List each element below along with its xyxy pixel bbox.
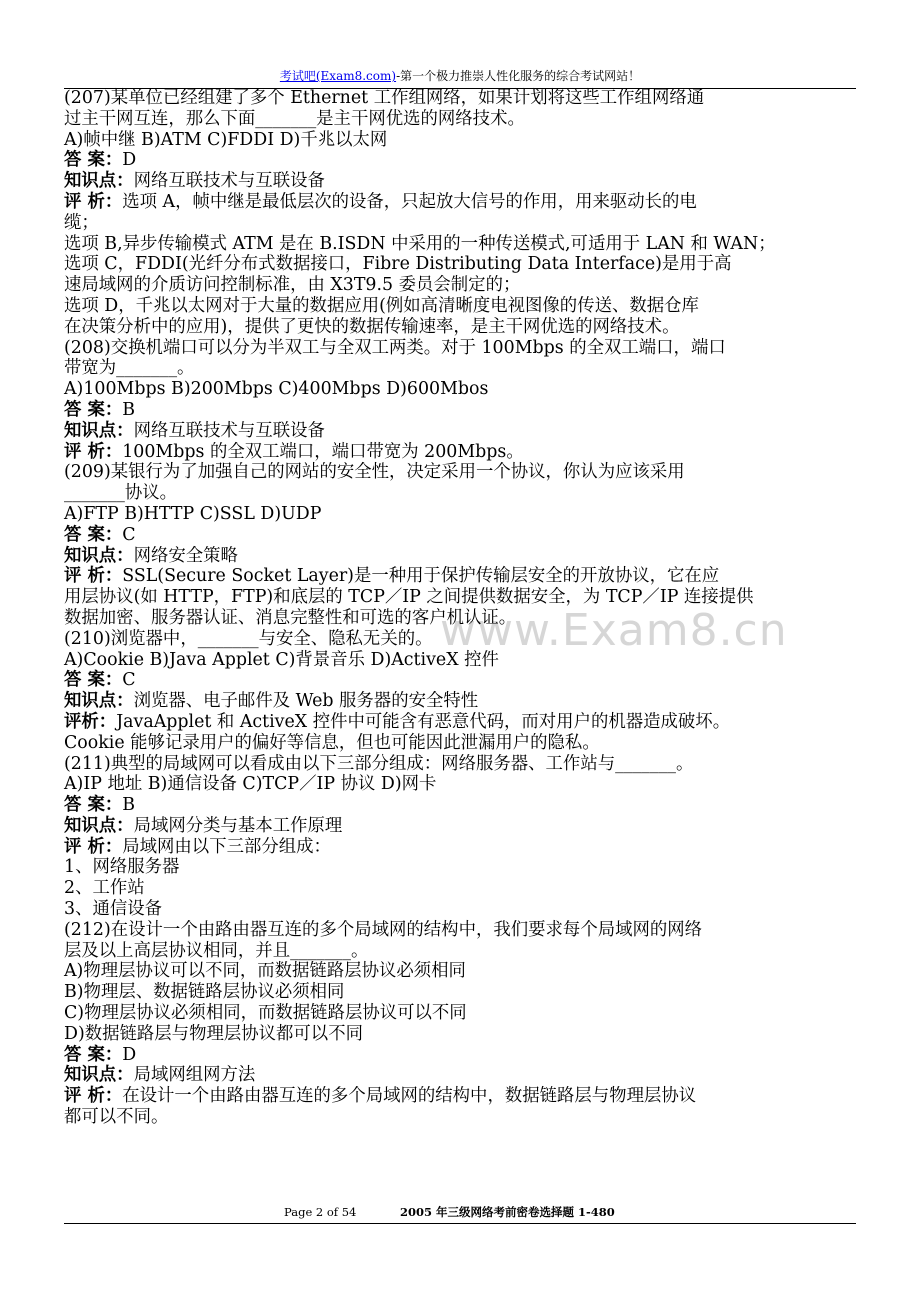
line-text: A)帧中继 B)ATM C)FDDI D)千兆以太网 [64, 129, 388, 150]
text-line [64, 1107, 856, 1128]
field-label: 答 案： [64, 524, 123, 545]
line-text: 选项 D，千兆以太网对于大量的数据应用(例如高清晰度电视图像的传送、数据仓库 [64, 295, 699, 316]
line-text: 浏览器、电子邮件及 Web 服务器的安全特性 [133, 691, 479, 712]
watermark: www.Exam8.cn [440, 605, 788, 656]
line-text: 过主干网互连，那么下面_______是主干网优选的网络技术。 [64, 108, 525, 129]
field-label: 答 案： [64, 795, 123, 816]
text-line [64, 857, 856, 878]
line-text: 网络互联技术与互联设备 [133, 420, 325, 441]
line-text: A)Cookie B)Java Applet C)背景音乐 D)ActiveX 控件 [64, 649, 499, 670]
text-line [64, 171, 856, 192]
text-line [64, 1086, 856, 1107]
line-text: (209)某银行为了加强自己的网站的安全性，决定采用一个协议，你认为应该采用 [64, 462, 685, 483]
text-line [64, 213, 856, 234]
line-text: 1、网络服务器 [64, 857, 180, 878]
text-line [64, 546, 856, 567]
line-text: B [122, 795, 136, 816]
field-label: 评 析： [64, 836, 123, 857]
footer-title: 2005 年三级网络考前密卷选择题 1-480 [400, 1205, 615, 1219]
header-tagline: -第一个极力推崇人性化服务的综合考试网站！ [396, 69, 641, 83]
line-text: 层及以上高层协议相同，并且_______。 [64, 940, 369, 961]
line-text: _______协议。 [64, 483, 178, 504]
line-text: 在决策分析中的应用)，提供了更快的数据传输速率，是主干网优选的网络技术。 [64, 316, 680, 337]
line-text: Cookie 能够记录用户的偏好等信息，但也可能因此泄漏用户的隐私。 [64, 732, 600, 753]
line-text: C [122, 524, 136, 545]
text-line [64, 504, 856, 525]
line-text: 2、工作站 [64, 878, 145, 899]
line-text: 数据加密、服务器认证、消息完整性和可选的客户机认证。 [64, 607, 517, 628]
text-line [64, 442, 856, 463]
text-line [64, 192, 856, 213]
line-text: B)物理层、数据链路层协议必须相同 [64, 982, 345, 1003]
text-line [64, 712, 856, 733]
text-line [64, 608, 856, 629]
text-line [64, 421, 856, 442]
text-line [64, 525, 856, 546]
text-line [64, 670, 856, 691]
line-text: (207)某单位已经组建了多个 Ethernet 工作组网络，如果计划将这些工作组网络通 [64, 88, 705, 108]
text-line [64, 150, 856, 171]
line-text: A)IP 地址 B)通信设备 C)TCP／IP 协议 D)网卡 [64, 774, 437, 795]
text-line [64, 961, 856, 982]
text-line [64, 109, 856, 130]
line-text: 3、通信设备 [64, 899, 163, 920]
line-text: 用层协议(如 HTTP，FTP)和底层的 TCP／IP 之间提供数据安全，为 TCP／IP 连接提供 [64, 587, 754, 608]
field-label: 答 案： [64, 670, 123, 691]
line-text: 选项 A，帧中继是最低层次的设备，只起放大信号的作用，用来驱动长的电 [122, 191, 697, 212]
text-line [64, 130, 856, 151]
text-line [64, 234, 856, 255]
line-text: 网络互联技术与互联设备 [133, 171, 325, 192]
line-text: C)物理层协议必须相同，而数据链路层协议可以不同 [64, 1003, 467, 1024]
text-line [64, 754, 856, 775]
line-text: (210)浏览器中，_______与安全、隐私无关的。 [64, 628, 433, 649]
field-label: 答 案： [64, 150, 123, 171]
line-text: JavaApplet 和 ActiveX 控件中可能含有恶意代码，而对用户的机器造成破坏。 [116, 711, 731, 732]
line-text: 都可以不同。 [64, 1107, 169, 1128]
field-label: 知识点： [64, 420, 134, 441]
text-line [64, 566, 856, 587]
line-text: B [122, 399, 136, 420]
line-text: 速局域网的介质访问控制标准，由 X3T9.5 委员会制定的； [64, 275, 521, 296]
page-header [64, 68, 856, 84]
site-link[interactable]: 考试吧(Exam8.com) [279, 69, 397, 83]
text-line [64, 296, 856, 317]
field-label: 知识点： [64, 815, 134, 836]
line-text: (208)交换机端口可以分为半双工与全双工两类。对于 100Mbps 的全双工端口，端口 [64, 337, 726, 358]
footer-rule [64, 1223, 856, 1224]
line-text: 带宽为_______。 [64, 358, 195, 379]
text-line [64, 275, 856, 296]
text-line [64, 691, 856, 712]
text-line [64, 379, 856, 400]
line-text: 在设计一个由路由器互连的多个局域网的结构中，数据链路层与物理层协议 [122, 1086, 697, 1107]
text-line [64, 587, 856, 608]
field-label: 评 析： [64, 441, 123, 462]
line-text: A)物理层协议可以不同，而数据链路层协议必须相同 [64, 961, 466, 982]
text-line [64, 733, 856, 754]
text-line [64, 1045, 856, 1066]
text-line [64, 920, 856, 941]
line-text: A)100Mbps B)200Mbps C)400Mbps D)600Mbos [64, 379, 489, 400]
text-line [64, 1024, 856, 1045]
line-text: D)数据链路层与物理层协议都可以不同 [64, 1023, 363, 1044]
text-line [64, 982, 856, 1003]
text-line [64, 1065, 856, 1086]
text-line [64, 941, 856, 962]
line-text: 缆； [64, 212, 99, 233]
line-text: C [122, 670, 136, 691]
text-line [64, 483, 856, 504]
line-text: 局域网分类与基本工作原理 [133, 815, 343, 836]
text-line [64, 878, 856, 899]
field-label: 知识点： [64, 1065, 134, 1086]
field-label: 答 案： [64, 1044, 123, 1065]
text-line [64, 88, 856, 109]
text-line [64, 774, 856, 795]
line-text: A)FTP B)HTTP C)SSL D)UDP [64, 503, 322, 524]
text-line [64, 629, 856, 650]
text-line [64, 837, 856, 858]
line-text: 局域网由以下三部分组成： [122, 836, 331, 857]
field-label: 知识点： [64, 545, 134, 566]
text-line [64, 650, 856, 671]
field-label: 评析： [64, 711, 117, 732]
line-text: D [122, 1044, 137, 1065]
text-line [64, 795, 856, 816]
line-text: D [122, 150, 137, 171]
text-line [64, 816, 856, 837]
line-text: 选项 B,异步传输模式 ATM 是在 B.ISDN 中采用的一种传送模式,可适用于 LAN 和 WAN； [64, 233, 776, 254]
text-line [64, 899, 856, 920]
field-label: 知识点： [64, 171, 134, 192]
line-text: 网络安全策略 [133, 545, 238, 566]
line-text: 100Mbps 的全双工端口，端口带宽为 200Mbps。 [122, 441, 524, 462]
line-text: 选项 C，FDDI(光纤分布式数据接口，Fibre Distributing Data Interface)是用于高 [64, 254, 732, 275]
document-body [64, 88, 856, 1128]
page-number: Page 2 of 54 [284, 1205, 357, 1219]
field-label: 评 析： [64, 191, 123, 212]
text-line [64, 400, 856, 421]
field-label: 答 案： [64, 399, 123, 420]
line-text: 局域网组网方法 [133, 1065, 256, 1086]
field-label: 评 析： [64, 1086, 123, 1107]
text-line [64, 1003, 856, 1024]
text-line [64, 358, 856, 379]
text-line [64, 338, 856, 359]
text-line [64, 462, 856, 483]
field-label: 评 析： [64, 566, 123, 587]
field-label: 知识点： [64, 691, 134, 712]
text-line [64, 317, 856, 338]
line-text: SSL(Secure Socket Layer)是一种用于保护传输层安全的开放协议，它在应 [122, 566, 720, 587]
line-text: (212)在设计一个由路由器互连的多个局域网的结构中，我们要求每个局域网的网络 [64, 919, 703, 940]
text-line [64, 254, 856, 275]
line-text: (211)典型的局域网可以看成由以下三部分组成：网络服务器、工作站与_______。 [64, 753, 694, 774]
